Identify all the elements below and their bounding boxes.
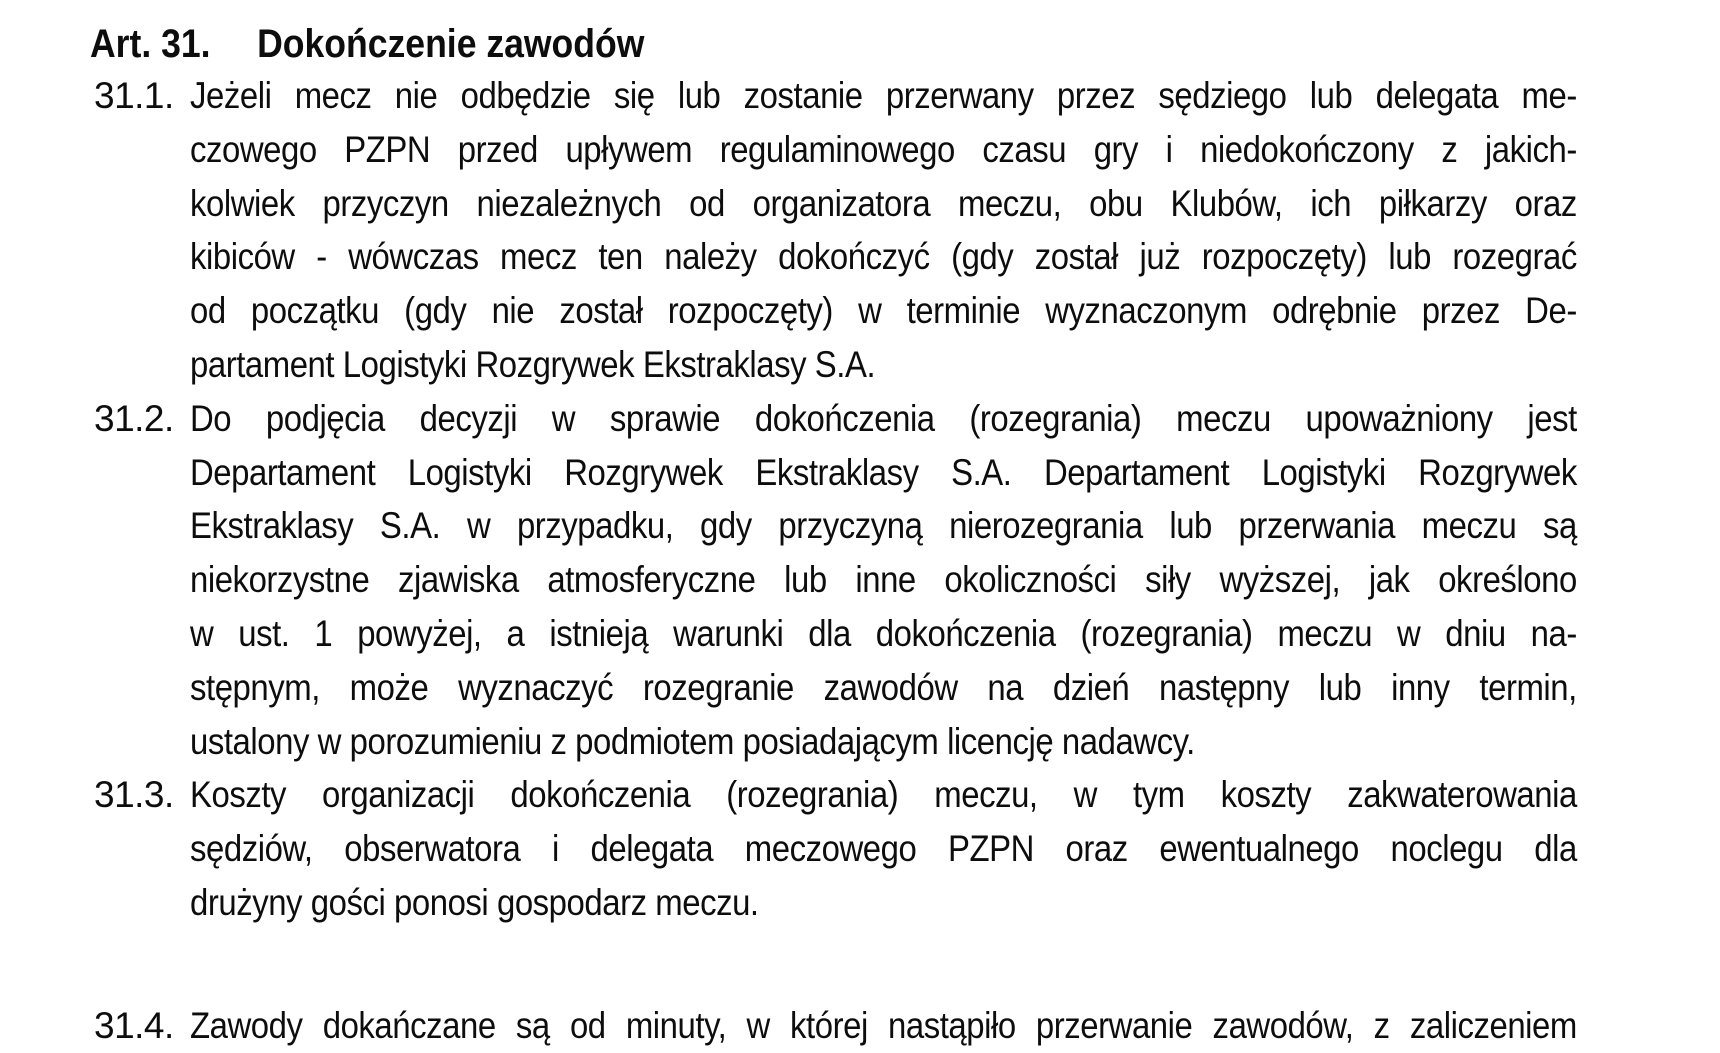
paragraph-number: 31.3. [94, 774, 174, 816]
paragraph-lines [190, 768, 1577, 929]
paragraph-line: partament Logistyki Rozgrywek Ekstraklasy S.A. [190, 343, 876, 385]
paragraph-31.3 [94, 768, 1720, 929]
paragraph-31.4 [94, 999, 1720, 1053]
paragraph-line: czowego PZPN przed upływem regulaminowego czasu gry i niedokończony z jakich- [190, 128, 1577, 170]
paragraph-lines [190, 999, 1577, 1053]
article-heading [90, 22, 644, 66]
paragraph-line: Departament Logistyki Rozgrywek Ekstraklasy S.A. Departament Logistyki Rozgrywek [190, 451, 1577, 493]
paragraph-line: stępnym, może wyznaczyć rozegranie zawodów na dzień następny lub inny termin, [190, 666, 1577, 708]
paragraph-line: od początku (gdy nie został rozpoczęty) w terminie wyznaczonym odrębnie przez De- [190, 290, 1577, 332]
paragraph-line: kibiców - wówczas mecz ten należy dokończyć (gdy został już rozpoczęty) lub rozegrać [190, 236, 1577, 278]
paragraph-line: Zawody dokańczane są od minuty, w której nastąpiło przerwanie zawodów, z zaliczeniem [190, 1004, 1577, 1046]
paragraph-number: 31.1. [94, 75, 174, 116]
paragraph-line: Do podjęcia decyzji w sprawie dokończenia (rozegrania) meczu upoważniony jest [190, 397, 1577, 439]
article-number: Art. 31. [90, 22, 211, 66]
paragraph-31.1 [94, 69, 1720, 392]
paragraph-line: w ust. 1 powyżej, a istnieją warunki dla dokończenia (rozegrania) meczu w dniu na- [190, 612, 1577, 654]
paragraph-line: drużyny gości ponosi gospodarz meczu. [190, 881, 759, 923]
paragraph-number: 31.2. [94, 397, 174, 439]
paragraph-number: 31.4. [94, 1004, 174, 1046]
paragraph-31.2 [94, 392, 1720, 769]
paragraph-lines [190, 69, 1577, 392]
paragraph-line: ustalony w porozumieniu z podmiotem posiadającym licencję nadawcy. [190, 720, 1195, 762]
paragraph-line: kolwiek przyczyn niezależnych od organizatora meczu, obu Klubów, ich piłkarzy oraz [190, 182, 1577, 224]
paragraph-line: niekorzystne zjawiska atmosferyczne lub inne okoliczności siły wyższej, jak określono [190, 559, 1577, 601]
paragraph-line: Ekstraklasy S.A. w przypadku, gdy przyczyną nierozegrania lub przerwania meczu są [190, 505, 1577, 547]
paragraph-line: Koszty organizacji dokończenia (rozegrania) meczu, w tym koszty zakwaterowania [190, 774, 1577, 816]
paragraph-line: sędziów, obserwatora i delegata meczowego PZPN oraz ewentualnego noclegu dla [190, 828, 1577, 870]
article-title: Dokończenie zawodów [257, 22, 645, 66]
article-body [94, 69, 1720, 1053]
paragraph-line: Jeżeli mecz nie odbędzie się lub zostanie przerwany przez sędziego lub delegata me- [190, 75, 1577, 116]
paragraph-lines [190, 392, 1577, 769]
